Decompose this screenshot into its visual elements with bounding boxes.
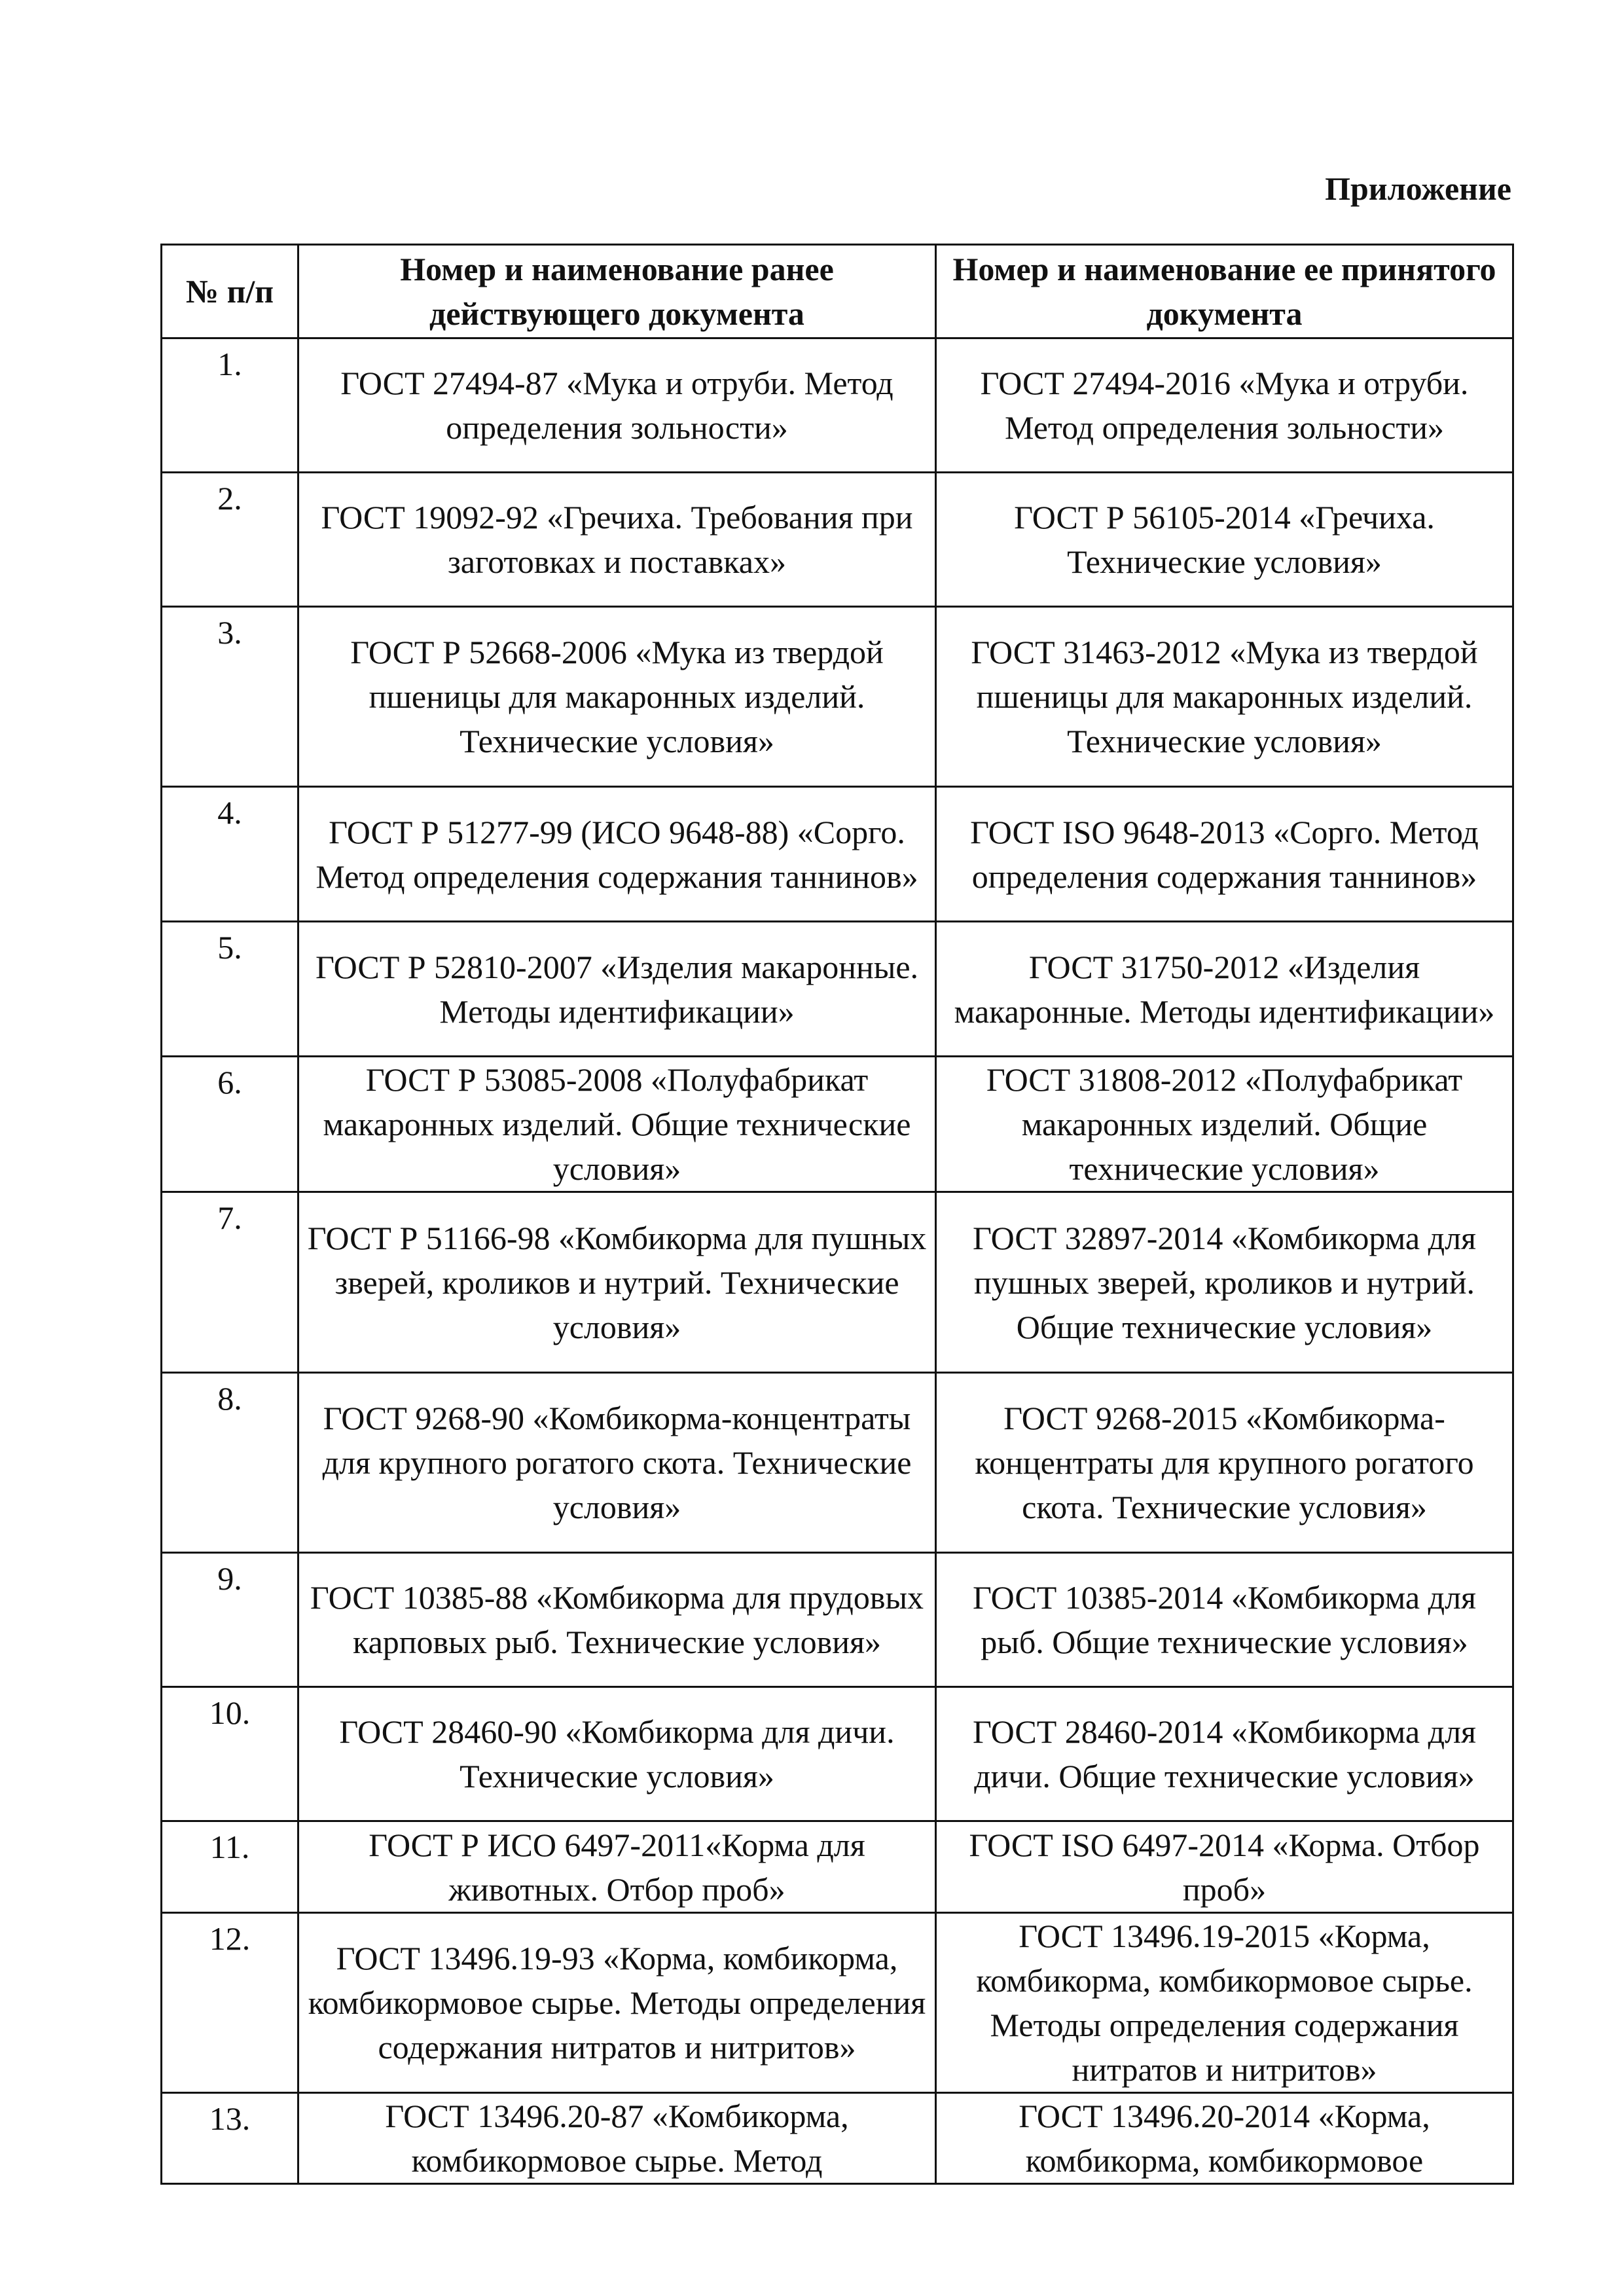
- adopted-document: ГОСТ 31750-2012 «Изделия макаронные. Методы идентификации»: [936, 922, 1513, 1057]
- previous-document: ГОСТ 19092-92 «Гречиха. Требования при заготовках и поставках»: [298, 473, 936, 607]
- standards-table: [160, 244, 1514, 2185]
- row-number: 7.: [162, 1192, 298, 1373]
- adopted-document: ГОСТ 13496.19-2015 «Корма, комбикорма, комбикормовое сырье. Методы определения содержания нитратов и нитритов»: [936, 1913, 1513, 2093]
- table-row: [162, 607, 1513, 787]
- table-header-row: [162, 245, 1513, 338]
- table-row: [162, 473, 1513, 607]
- adopted-document: ГОСТ 31463-2012 «Мука из твердой пшеницы для макаронных изделий. Технические условия»: [936, 607, 1513, 787]
- row-number: 3.: [162, 607, 298, 787]
- table-row: [162, 1192, 1513, 1373]
- adopted-document: ГОСТ 10385-2014 «Комбикорма для рыб. Общие технические условия»: [936, 1553, 1513, 1687]
- table-row: [162, 1553, 1513, 1687]
- table-row: [162, 1821, 1513, 1913]
- previous-document: ГОСТ Р 52668-2006 «Мука из твердой пшеницы для макаронных изделий. Технические условия»: [298, 607, 936, 787]
- appendix-title: Приложение: [1325, 170, 1511, 207]
- previous-document: ГОСТ 27494-87 «Мука и отруби. Метод определения зольности»: [298, 338, 936, 473]
- header-adopted-document: Номер и наименование ее принятого документа: [936, 245, 1513, 338]
- previous-document: ГОСТ 9268-90 «Комбикорма-концентраты для крупного рогатого скота. Технические условия»: [298, 1373, 936, 1553]
- adopted-document: ГОСТ 9268-2015 «Комбикорма-концентраты для крупного рогатого скота. Технические условия»: [936, 1373, 1513, 1553]
- previous-document: ГОСТ 13496.20-87 «Комбикорма, комбикормовое сырье. Метод: [298, 2093, 936, 2184]
- adopted-document: ГОСТ 13496.20-2014 «Корма, комбикорма, комбикормовое: [936, 2093, 1513, 2184]
- header-previous-document: Номер и наименование ранее действующего документа: [298, 245, 936, 338]
- row-number: 6.: [162, 1057, 298, 1192]
- row-number: 5.: [162, 922, 298, 1057]
- row-number: 2.: [162, 473, 298, 607]
- adopted-document: ГОСТ ISO 9648-2013 «Сорго. Метод определения содержания таннинов»: [936, 787, 1513, 922]
- previous-document: ГОСТ Р 51277-99 (ИСО 9648-88) «Сорго. Метод определения содержания таннинов»: [298, 787, 936, 922]
- adopted-document: ГОСТ ISO 6497-2014 «Корма. Отбор проб»: [936, 1821, 1513, 1913]
- row-number: 10.: [162, 1687, 298, 1821]
- adopted-document: ГОСТ 31808-2012 «Полуфабрикат макаронных изделий. Общие технические условия»: [936, 1057, 1513, 1192]
- row-number: 12.: [162, 1913, 298, 2093]
- adopted-document: ГОСТ Р 56105-2014 «Гречиха. Технические условия»: [936, 473, 1513, 607]
- table-row: [162, 787, 1513, 922]
- previous-document: ГОСТ Р ИСО 6497-2011«Корма для животных. Отбор проб»: [298, 1821, 936, 1913]
- previous-document: ГОСТ 13496.19-93 «Корма, комбикорма, комбикормовое сырье. Методы определения содержания нитратов и нитритов»: [298, 1913, 936, 2093]
- previous-document: ГОСТ Р 51166-98 «Комбикорма для пушных зверей, кроликов и нутрий. Технические условия»: [298, 1192, 936, 1373]
- previous-document: ГОСТ Р 53085-2008 «Полуфабрикат макаронных изделий. Общие технические условия»: [298, 1057, 936, 1192]
- previous-document: ГОСТ 10385-88 «Комбикорма для прудовых карповых рыб. Технические условия»: [298, 1553, 936, 1687]
- table-row: [162, 2093, 1513, 2184]
- row-number: 4.: [162, 787, 298, 922]
- previous-document: ГОСТ 28460-90 «Комбикорма для дичи. Технические условия»: [298, 1687, 936, 1821]
- row-number: 1.: [162, 338, 298, 473]
- table-row: [162, 338, 1513, 473]
- adopted-document: ГОСТ 27494-2016 «Мука и отруби. Метод определения зольности»: [936, 338, 1513, 473]
- row-number: 9.: [162, 1553, 298, 1687]
- table-row: [162, 1057, 1513, 1192]
- adopted-document: ГОСТ 32897-2014 «Комбикорма для пушных зверей, кроликов и нутрий. Общие технические условия»: [936, 1192, 1513, 1373]
- row-number: 13.: [162, 2093, 298, 2184]
- table-row: [162, 1373, 1513, 1553]
- adopted-document: ГОСТ 28460-2014 «Комбикорма для дичи. Общие технические условия»: [936, 1687, 1513, 1821]
- table-row: [162, 1913, 1513, 2093]
- table-row: [162, 1687, 1513, 1821]
- row-number: 8.: [162, 1373, 298, 1553]
- table-row: [162, 922, 1513, 1057]
- previous-document: ГОСТ Р 52810-2007 «Изделия макаронные. Методы идентификации»: [298, 922, 936, 1057]
- header-num: № п/п: [162, 245, 298, 338]
- row-number: 11.: [162, 1821, 298, 1913]
